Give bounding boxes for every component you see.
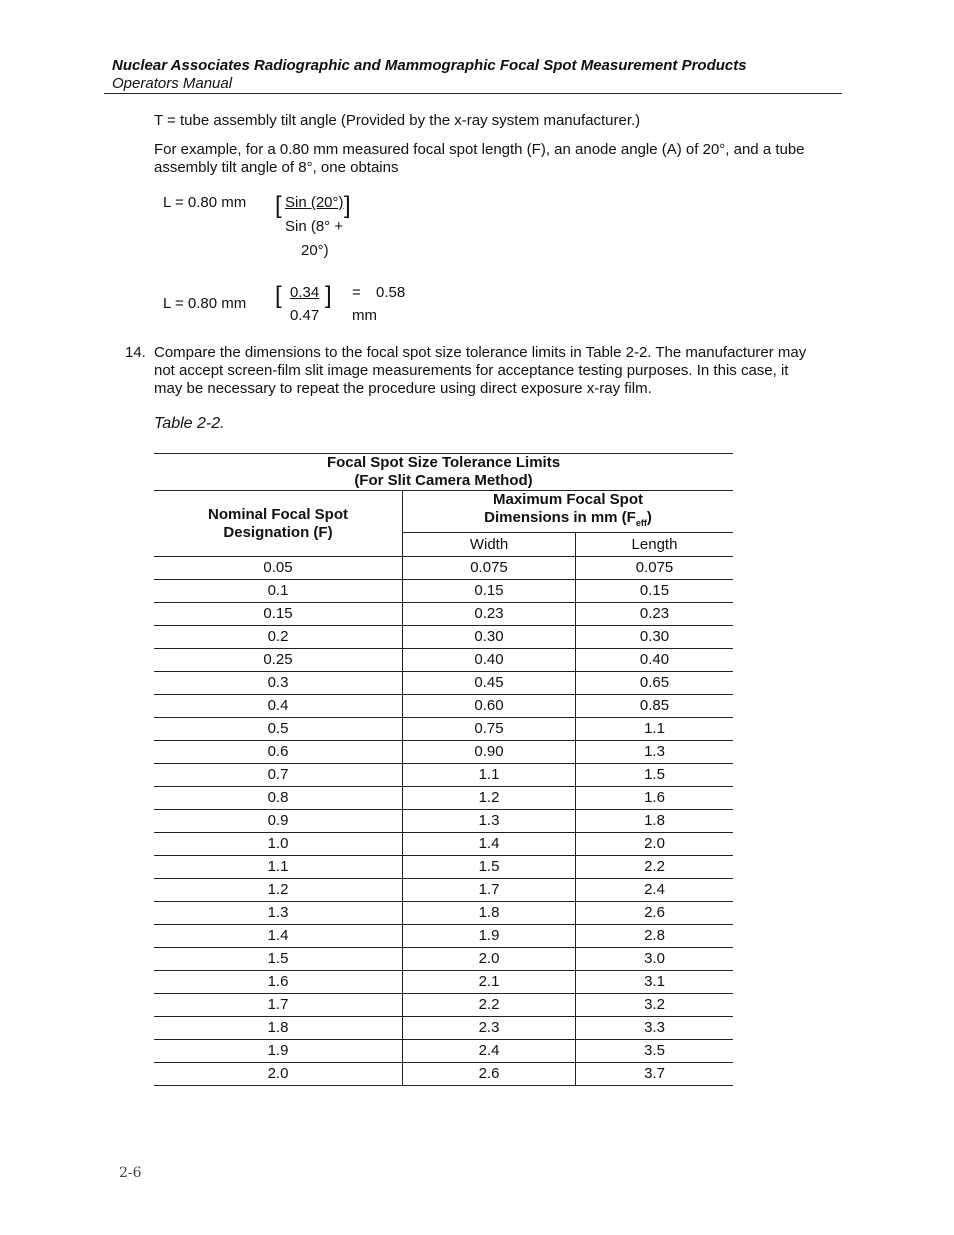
length-cell: 2.6 xyxy=(576,902,734,925)
width-cell: 0.30 xyxy=(403,626,576,649)
nominal-cell: 0.5 xyxy=(154,718,403,741)
width-cell: 1.2 xyxy=(403,787,576,810)
width-cell: 0.15 xyxy=(403,580,576,603)
length-cell: 3.2 xyxy=(576,994,734,1017)
width-cell: 1.3 xyxy=(403,810,576,833)
table-row xyxy=(154,787,733,810)
tolerance-table xyxy=(154,453,733,1086)
length-cell: 0.30 xyxy=(576,626,734,649)
table-row xyxy=(154,718,733,741)
width-cell: 2.1 xyxy=(403,971,576,994)
nominal-cell: 2.0 xyxy=(154,1063,403,1086)
width-cell: 2.2 xyxy=(403,994,576,1017)
table-row xyxy=(154,925,733,948)
table-body xyxy=(154,557,733,1086)
nominal-cell: 1.7 xyxy=(154,994,403,1017)
width-cell: 0.40 xyxy=(403,649,576,672)
length-cell: 2.4 xyxy=(576,879,734,902)
header-rule xyxy=(104,93,842,94)
table-row xyxy=(154,741,733,764)
nominal-cell: 0.8 xyxy=(154,787,403,810)
table-row xyxy=(154,557,733,580)
tilt-definition: T = tube assembly tilt angle (Provided by the x-ray system manufacturer.) xyxy=(154,112,641,129)
nominal-cell: 1.5 xyxy=(154,948,403,971)
width-cell: 0.23 xyxy=(403,603,576,626)
length-cell: 1.3 xyxy=(576,741,734,764)
length-cell: 3.3 xyxy=(576,1017,734,1040)
length-cell: 1.6 xyxy=(576,787,734,810)
table-header-row xyxy=(154,491,733,533)
table-row xyxy=(154,1017,733,1040)
nominal-cell: 0.25 xyxy=(154,649,403,672)
eq2-lhs: L = 0.80 mm xyxy=(163,295,247,312)
nominal-cell: 0.7 xyxy=(154,764,403,787)
eq2-right-bracket: ] xyxy=(325,282,332,309)
width-cell: 0.075 xyxy=(403,557,576,580)
eq1-right-bracket: ] xyxy=(344,192,351,219)
table-row xyxy=(154,695,733,718)
table-title-line-2: (For Slit Camera Method) xyxy=(354,472,533,489)
header-subtitle: Operators Manual xyxy=(112,75,233,92)
step-14-line-1: Compare the dimensions to the focal spot size tolerance limits in Table 2-2. The manufacturer may xyxy=(154,344,807,361)
width-cell: 1.5 xyxy=(403,856,576,879)
col-maximum-header-close: ) xyxy=(646,509,652,526)
width-cell: 1.7 xyxy=(403,879,576,902)
table-title-line-1: Focal Spot Size Tolerance Limits xyxy=(326,454,561,471)
table-title xyxy=(154,454,733,491)
nominal-cell: 0.4 xyxy=(154,695,403,718)
table-row xyxy=(154,994,733,1017)
header-title: Nuclear Associates Radiographic and Mammographic Focal Spot Measurement Products xyxy=(112,57,747,74)
length-cell: 1.8 xyxy=(576,810,734,833)
length-cell: 0.85 xyxy=(576,695,734,718)
nominal-cell: 0.6 xyxy=(154,741,403,764)
col-maximum-header-line-2 xyxy=(403,509,733,532)
nominal-cell: 0.9 xyxy=(154,810,403,833)
nominal-cell: 1.6 xyxy=(154,971,403,994)
length-cell: 3.5 xyxy=(576,1040,734,1063)
step-14-line-3: may be necessary to repeat the procedure using direct exposure x-ray film. xyxy=(154,380,652,397)
col-nominal-header xyxy=(154,491,403,557)
nominal-cell: 0.3 xyxy=(154,672,403,695)
nominal-cell: 1.4 xyxy=(154,925,403,948)
example-line-2: assembly tilt angle of 8°, one obtains xyxy=(154,159,399,176)
table-row xyxy=(154,1040,733,1063)
length-cell: 0.15 xyxy=(576,580,734,603)
table-row xyxy=(154,580,733,603)
width-cell: 1.1 xyxy=(403,764,576,787)
length-cell: 0.65 xyxy=(576,672,734,695)
page-number: 2-6 xyxy=(119,1165,142,1181)
eq2-unit: mm xyxy=(352,307,377,324)
table-row xyxy=(154,971,733,994)
nominal-cell: 0.2 xyxy=(154,626,403,649)
width-cell: 0.60 xyxy=(403,695,576,718)
eq1-left-bracket: [ xyxy=(275,192,282,219)
width-cell: 2.3 xyxy=(403,1017,576,1040)
nominal-cell: 1.2 xyxy=(154,879,403,902)
table-row xyxy=(154,672,733,695)
length-cell: 3.1 xyxy=(576,971,734,994)
table-row xyxy=(154,833,733,856)
width-cell: 2.6 xyxy=(403,1063,576,1086)
length-cell: 1.1 xyxy=(576,718,734,741)
length-cell: 0.40 xyxy=(576,649,734,672)
col-nominal-header-line-2: Designation (F) xyxy=(223,523,333,541)
width-cell: 0.75 xyxy=(403,718,576,741)
table-row xyxy=(154,948,733,971)
eq2-denominator: 0.47 xyxy=(290,307,320,324)
length-cell: 2.0 xyxy=(576,833,734,856)
col-maximum-header-line-1: Maximum Focal Spot xyxy=(492,491,644,508)
table-title-row xyxy=(154,454,733,491)
eq1-numerator: Sin (20°) xyxy=(285,194,344,211)
width-cell: 2.0 xyxy=(403,948,576,971)
example-line-1: For example, for a 0.80 mm measured focal spot length (F), an anode angle (A) of 20°, and a tube xyxy=(154,141,805,158)
nominal-cell: 0.1 xyxy=(154,580,403,603)
nominal-cell: 0.15 xyxy=(154,603,403,626)
col-maximum-header xyxy=(403,491,734,533)
nominal-cell: 1.3 xyxy=(154,902,403,925)
nominal-cell: 0.05 xyxy=(154,557,403,580)
col-maximum-header-text: Dimensions in mm (F xyxy=(484,509,636,526)
eq2-numerator: 0.34 xyxy=(290,284,320,301)
width-cell: 1.9 xyxy=(403,925,576,948)
col-maximum-header-sub: eff xyxy=(635,518,647,528)
table-caption: Table 2-2. xyxy=(154,415,225,432)
eq2-left-bracket: [ xyxy=(275,282,282,309)
step-14-number: 14. xyxy=(125,344,146,361)
eq1-denominator-line2: 20°) xyxy=(301,242,329,259)
col-width-header: Width xyxy=(403,533,576,557)
length-cell: 0.23 xyxy=(576,603,734,626)
length-cell: 1.5 xyxy=(576,764,734,787)
length-cell: 0.075 xyxy=(576,557,734,580)
width-cell: 2.4 xyxy=(403,1040,576,1063)
table-row xyxy=(154,1063,733,1086)
table-row xyxy=(154,626,733,649)
length-cell: 2.2 xyxy=(576,856,734,879)
table-row xyxy=(154,649,733,672)
nominal-cell: 1.9 xyxy=(154,1040,403,1063)
table-row xyxy=(154,879,733,902)
table-row xyxy=(154,810,733,833)
width-cell: 1.4 xyxy=(403,833,576,856)
width-cell: 0.45 xyxy=(403,672,576,695)
width-cell: 0.90 xyxy=(403,741,576,764)
length-cell: 3.0 xyxy=(576,948,734,971)
eq2-result: 0.58 xyxy=(376,284,406,301)
nominal-cell: 1.0 xyxy=(154,833,403,856)
nominal-cell: 1.8 xyxy=(154,1017,403,1040)
eq2-equals: = xyxy=(352,284,361,301)
width-cell: 1.8 xyxy=(403,902,576,925)
step-14-line-2: not accept screen-film slit image measurements for acceptance testing purposes. In this case, it xyxy=(154,362,789,379)
table-row xyxy=(154,902,733,925)
length-cell: 3.7 xyxy=(576,1063,734,1086)
nominal-cell: 1.1 xyxy=(154,856,403,879)
table-row xyxy=(154,603,733,626)
eq1-lhs: L = 0.80 mm xyxy=(163,194,247,211)
table-row xyxy=(154,856,733,879)
length-cell: 2.8 xyxy=(576,925,734,948)
table-row xyxy=(154,764,733,787)
col-length-header: Length xyxy=(576,533,734,557)
eq1-denominator-line1: Sin (8° + xyxy=(285,218,344,235)
col-nominal-header-line-1: Nominal Focal Spot xyxy=(207,505,348,523)
